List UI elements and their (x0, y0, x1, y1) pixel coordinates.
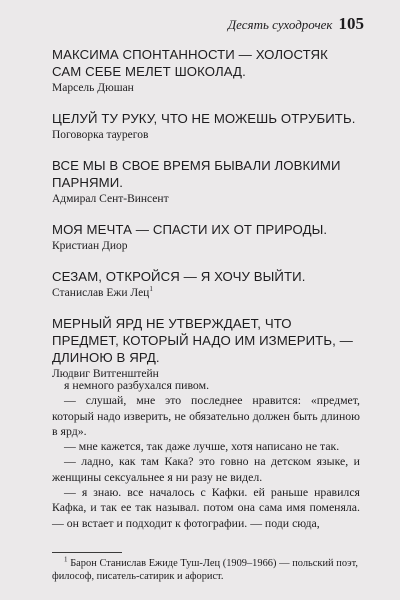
running-title: Десять суходрочек (227, 17, 333, 32)
author-name: Станислав Ежи Лец (52, 287, 150, 299)
paragraph: — я знаю. все началось с Кафки. ей раньше нравился Кафка, и так ее так называл. потом она сама имя поменяла. — он встает и подходит к фотографии. — поди сюда, (52, 485, 360, 530)
quote-text: МАКСИМА СПОНТАННОСТИ — ХОЛОСТЯК САМ СЕБЕ МЕЛЕТ ШОКОЛАД. (52, 47, 328, 79)
quote-author: Адмирал Сент-Винсент (52, 193, 169, 205)
quote-author: Марсель Дюшан (52, 82, 134, 94)
epigraph (52, 268, 358, 301)
paragraph: — мне кажется, так даже лучше, хотя написано не так. (64, 439, 340, 454)
quote-text: ВСЕ МЫ В СВОЕ ВРЕМЯ БЫВАЛИ ЛОВКИМИ ПАРНЯМИ. (52, 158, 341, 190)
quote-text: ЦЕЛУЙ ТУ РУКУ, ЧТО НЕ МОЖЕШЬ ОТРУБИТЬ. (52, 111, 356, 126)
footnote-reference: 1 (149, 285, 153, 294)
paragraph: — слушай, мне это последнее нравится: «предмет, который надо изверить, не обязательно должен быть длиною в ярд». (52, 393, 360, 438)
epigraph (52, 157, 358, 207)
quote-text: МОЯ МЕЧТА — СПАСТИ ИХ ОТ ПРИРОДЫ. (52, 222, 328, 237)
footnote-divider (52, 552, 122, 553)
quote-text: СЕЗАМ, ОТКРОЙСЯ — Я ХОЧУ ВЫЙТИ. (52, 269, 306, 284)
paragraph: — ладно, как там Кака? это говно на детском языке, и женщины сексуальнее я ни разу не видел. (52, 454, 360, 484)
footnote-text: Барон Станислав Ежиде Туш-Лец (1909–1966) — польский поэт, философ, писатель-сатирик и афорист. (52, 558, 358, 582)
epigraph (52, 221, 358, 254)
quote-author: Поговорка таурегов (52, 129, 149, 141)
quote-text: МЕРНЫЙ ЯРД НЕ УТВЕРЖДАЕТ, ЧТО ПРЕДМЕТ, КОТОРЫЙ НАДО ИМ ИЗМЕРИТЬ, — ДЛИНОЮ В ЯРД. (52, 316, 353, 365)
footnote-marker: 1 (64, 555, 68, 564)
epigraph (52, 110, 358, 143)
epigraph (52, 315, 358, 382)
page-header (228, 14, 364, 34)
quote-author: Кристиан Диор (52, 240, 128, 252)
epigraph-list (52, 46, 358, 396)
paragraph: я немного разбухался пивом. (64, 378, 210, 392)
footnote (52, 557, 358, 583)
body-text (52, 378, 360, 531)
quote-author: Людвиг Витгенштейн (52, 368, 159, 380)
quote-author (52, 286, 358, 301)
epigraph (52, 46, 358, 96)
page-number: 105 (338, 14, 364, 33)
